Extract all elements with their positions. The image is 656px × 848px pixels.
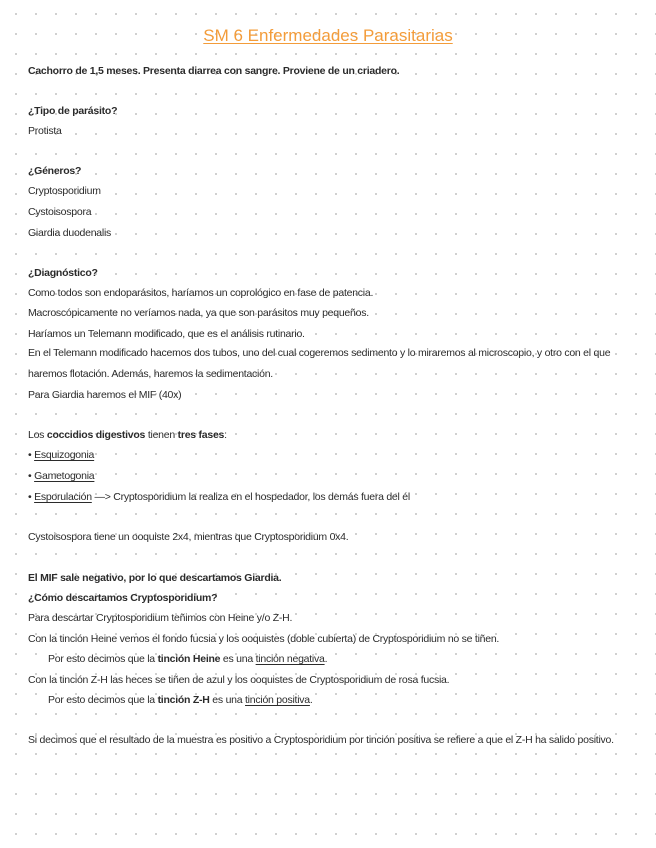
- tipo-answer: Protista: [28, 125, 62, 137]
- diagnostico-text: Macroscópicamente no veríamos nada, ya que son parásitos muy pequeños.: [28, 307, 369, 319]
- genero-item: Cryptosporidium: [28, 185, 101, 197]
- fase-item: • Esporulación —> Cryptosporidium la realiza en el hospedador, los demás fuera del él: [28, 491, 410, 503]
- fase-item: • Gametogonia: [28, 470, 95, 482]
- mif-text: Para descartar Cryptosporidium teñimos con Heine y/o Z-H.: [28, 612, 293, 624]
- page-title: SM 6 Enfermedades Parasitarias: [203, 26, 453, 45]
- mif-question: ¿Cómo descartamos Cryptosporidium?: [28, 592, 218, 604]
- diagnostico-text: Para Giardia haremos el MIF (40x): [28, 389, 182, 401]
- coccidios-intro: Los coccidios digestivos tienen tres fases:: [28, 429, 227, 441]
- conclusion-text: Si decimos que el resultado de la muestra es positivo a Cryptosporidium por tinción positiva se refiere a que el Z-H ha salido positivo.: [28, 734, 614, 746]
- diagnostico-question: ¿Diagnóstico?: [28, 267, 98, 279]
- genero-item: Giardia duodenalis: [28, 227, 112, 239]
- mif-text: Con la tinción Heine vemos el fondo fucsia y los ooquistes (doble cubierta) de Cryptosporidium no se tiñen.: [28, 633, 500, 645]
- tipo-question: ¿Tipo de parásito?: [28, 105, 118, 117]
- ooquiste-text: Cystoisospora tiene un ooquiste 2x4, mientras que Cryptosporidium 0x4.: [28, 531, 349, 543]
- diagnostico-text: Haríamos un Telemann modificado, que es el análisis rutinario.: [28, 328, 305, 340]
- diagnostico-text: Como todos son endoparásitos, haríamos un coprológico en fase de patencia.: [28, 287, 374, 299]
- heine-conclusion: Por esto decimos que la tinción Heine es una tinción negativa.: [48, 653, 328, 665]
- zh-conclusion: Por esto decimos que la tinción Z-H es una tinción positiva.: [48, 694, 313, 706]
- mif-result: El MIF sale negativo, por lo que descartamos Giardia.: [28, 572, 282, 584]
- fase-item: • Esquizogonia: [28, 449, 95, 461]
- case-description: Cachorro de 1,5 meses. Presenta diarrea con sangre. Proviene de un criadero.: [28, 65, 400, 77]
- genero-item: Cystoisospora: [28, 206, 92, 218]
- mif-text: Con la tinción Z-H las heces se tiñen de azul y los ooquistes de Cryptosporidium de rosa fucsia.: [28, 674, 450, 686]
- diagnostico-text: En el Telemann modificado hacemos dos tubos, uno del cual cogeremos sedimento y lo miraremos al microscopio, y otro con el que haremos flotación. Además, haremos la sedimentación.: [28, 347, 611, 380]
- generos-question: ¿Géneros?: [28, 165, 82, 177]
